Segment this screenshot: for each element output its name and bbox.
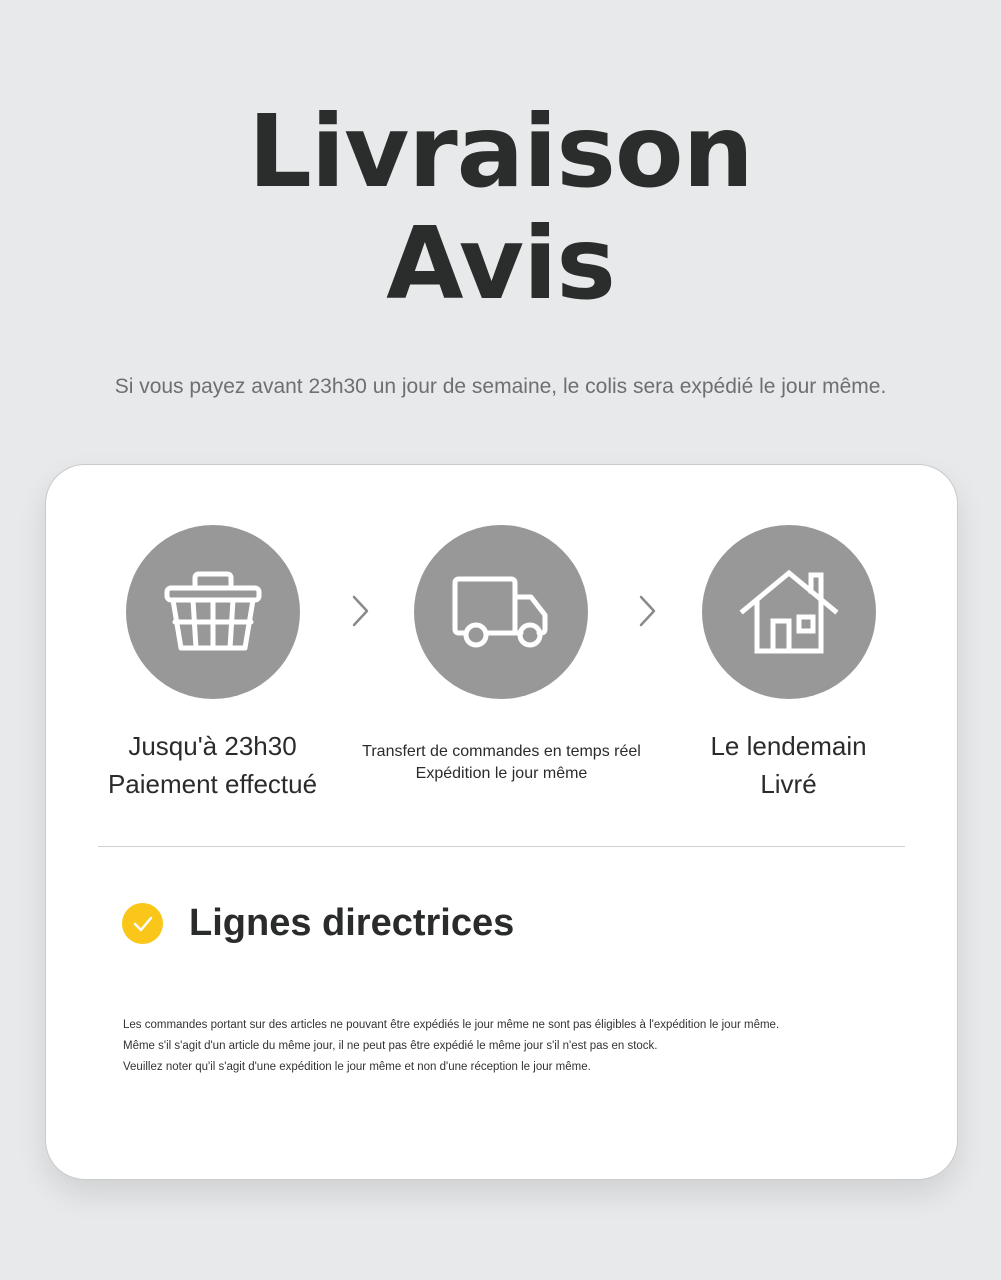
step-delivered-time: Le lendemain — [710, 731, 867, 761]
guideline-note: Même s'il s'agit d'un article du même jour, il ne peut pas être expédié le même jour s'il n'est pas en stock. — [123, 1040, 658, 1052]
truck-icon — [451, 575, 551, 649]
step-transfer-caption — [336, 741, 667, 785]
step-delivered-status: Livré — [760, 769, 817, 799]
step-payment-time: Jusqu'à 23h30 — [128, 731, 297, 761]
chevron-right-icon — [348, 593, 372, 629]
basket-icon — [163, 570, 263, 654]
chevron-right-icon — [635, 593, 659, 629]
section-divider — [98, 846, 905, 847]
page-subtitle: Si vous payez avant 23h30 un jour de semaine, le colis sera expédié le jour même. — [114, 375, 887, 398]
step-transfer-shipping: Expédition le jour même — [415, 765, 588, 782]
page-title — [0, 93, 1001, 322]
check-badge — [122, 903, 163, 944]
step-transfer-circle — [414, 525, 588, 699]
guideline-note: Les commandes portant sur des articles ne pouvant être expédiés le jour même ne sont pas éligibles à l'expédition le jour même. — [123, 1019, 780, 1031]
step-payment-status: Paiement effectué — [107, 769, 318, 799]
step-transfer-line: Transfert de commandes en temps réel — [362, 743, 641, 760]
step-delivered-circle — [702, 525, 876, 699]
step-payment-circle — [126, 525, 300, 699]
page-title-line-2: Avis — [386, 205, 615, 322]
step-payment-caption — [86, 727, 339, 803]
checkmark-icon — [132, 915, 154, 933]
delivery-info-card — [45, 464, 958, 1180]
guideline-note: Veuillez noter qu'il s'agit d'une expédition le jour même et non d'une réception le jour même. — [123, 1061, 591, 1073]
page-title-line-1: Livraison — [248, 93, 753, 210]
guidelines-notes — [123, 1015, 903, 1078]
guidelines-title: Lignes directrices — [189, 902, 515, 944]
house-icon — [739, 569, 839, 655]
step-delivered-caption — [662, 727, 915, 803]
